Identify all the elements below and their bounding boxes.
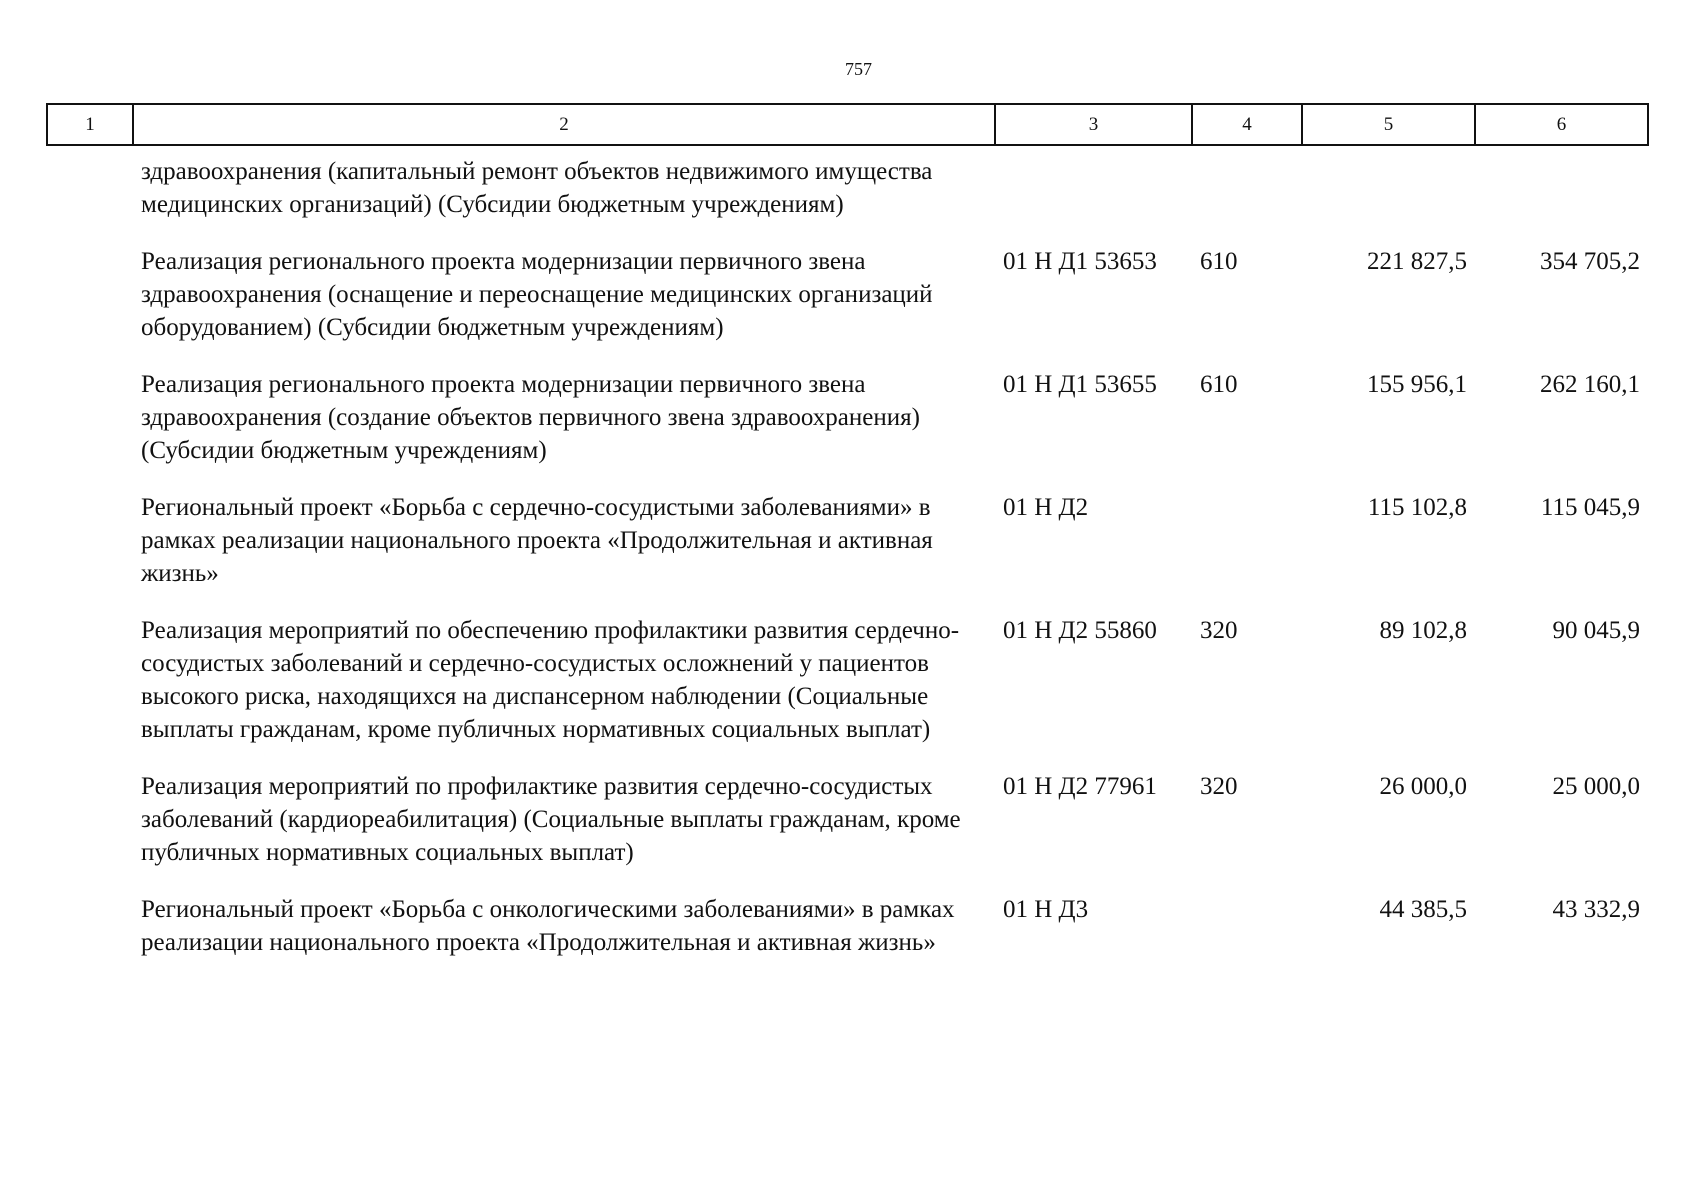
row-code: 01 Н Д2 55860 [1003,617,1157,644]
row-code: 01 Н Д1 53653 [1003,248,1157,275]
row-type [1192,881,1302,971]
row-name: Региональный проект «Борьба с сердечно-сосудистыми заболеваниями» в рамках реализации национального проекта «Продолжительная и активная жизнь» [141,494,933,587]
row-name: Реализация мероприятий по профилактике развития сердечно-сосудистых заболеваний (кардиореабилитация) (Социальные выплаты гражданам, кроме публичных нормативных социальных выплат) [141,773,961,866]
row-name: Региональный проект «Борьба с онкологическими заболеваниями» в рамках реализации национального проекта «Продолжительная и активная жизнь» [141,896,955,956]
row-number-cell [47,233,133,356]
row-type: 610 [1200,248,1238,275]
header-col-2: 2 [133,104,995,145]
header-col-3: 3 [995,104,1192,145]
row-type [1192,479,1302,602]
page-number: 757 [845,59,872,79]
table-row [47,233,1648,356]
row-code: 01 Н Д2 [1003,494,1089,521]
budget-table [46,103,1649,971]
row-name: здравоохранения (капитальный ремонт объектов недвижимого имущества медицинских организаций) (Субсидии бюджетным учреждениям) [141,158,933,218]
row-value-col6 [1475,145,1648,233]
row-code: 01 Н Д2 77961 [1003,773,1157,800]
row-code: 01 Н Д3 [1003,896,1089,923]
row-value-col5 [1302,145,1475,233]
row-number-cell [47,145,133,233]
row-code: 01 Н Д1 53655 [1003,371,1157,398]
row-name: Реализация мероприятий по обеспечению профилактики развития сердечно-сосудистых заболеваний и сердечно-сосудистых осложнений у пациентов высокого риска, находящихся на диспансерном наблюдении (Социальные выплаты гражданам, кроме публичных нормативных социальных выплат) [141,617,960,743]
row-type: 320 [1200,773,1238,800]
table-row [47,479,1648,602]
row-value-col5: 221 827,5 [1367,248,1467,275]
row-value-col6: 115 045,9 [1540,494,1640,521]
row-value-col6: 43 332,9 [1552,896,1640,923]
row-type: 320 [1200,617,1238,644]
row-number-cell [47,356,133,479]
row-value-col5: 26 000,0 [1379,773,1467,800]
table-header [47,104,1648,145]
row-type: 610 [1200,371,1238,398]
row-number-cell [47,881,133,971]
table-row [47,145,1648,233]
row-value-col6: 262 160,1 [1540,371,1640,398]
table-row [47,356,1648,479]
header-row [47,104,1648,145]
header-col-4: 4 [1192,104,1302,145]
row-number-cell [47,758,133,881]
row-value-col6: 25 000,0 [1552,773,1640,800]
table-row [47,758,1648,881]
header-col-6: 6 [1475,104,1648,145]
row-name: Реализация регионального проекта модернизации первичного звена здравоохранения (создание объектов первичного звена здравоохранения) (Субсидии бюджетным учреждениям) [141,371,920,464]
row-code [995,145,1192,233]
row-value-col5: 115 102,8 [1367,494,1467,521]
row-value-col5: 44 385,5 [1379,896,1467,923]
header-col-5: 5 [1302,104,1475,145]
row-number-cell [47,479,133,602]
row-name: Реализация регионального проекта модернизации первичного звена здравоохранения (оснащение и переоснащение медицинских организаций оборудованием) (Субсидии бюджетным учреждениям) [141,248,933,341]
table-body [47,145,1648,971]
table-row [47,881,1648,971]
table-row [47,602,1648,758]
row-value-col6: 354 705,2 [1540,248,1640,275]
row-value-col5: 89 102,8 [1379,617,1467,644]
row-value-col6: 90 045,9 [1552,617,1640,644]
header-col-1: 1 [47,104,133,145]
row-type [1192,145,1302,233]
row-number-cell [47,602,133,758]
row-value-col5: 155 956,1 [1367,371,1467,398]
